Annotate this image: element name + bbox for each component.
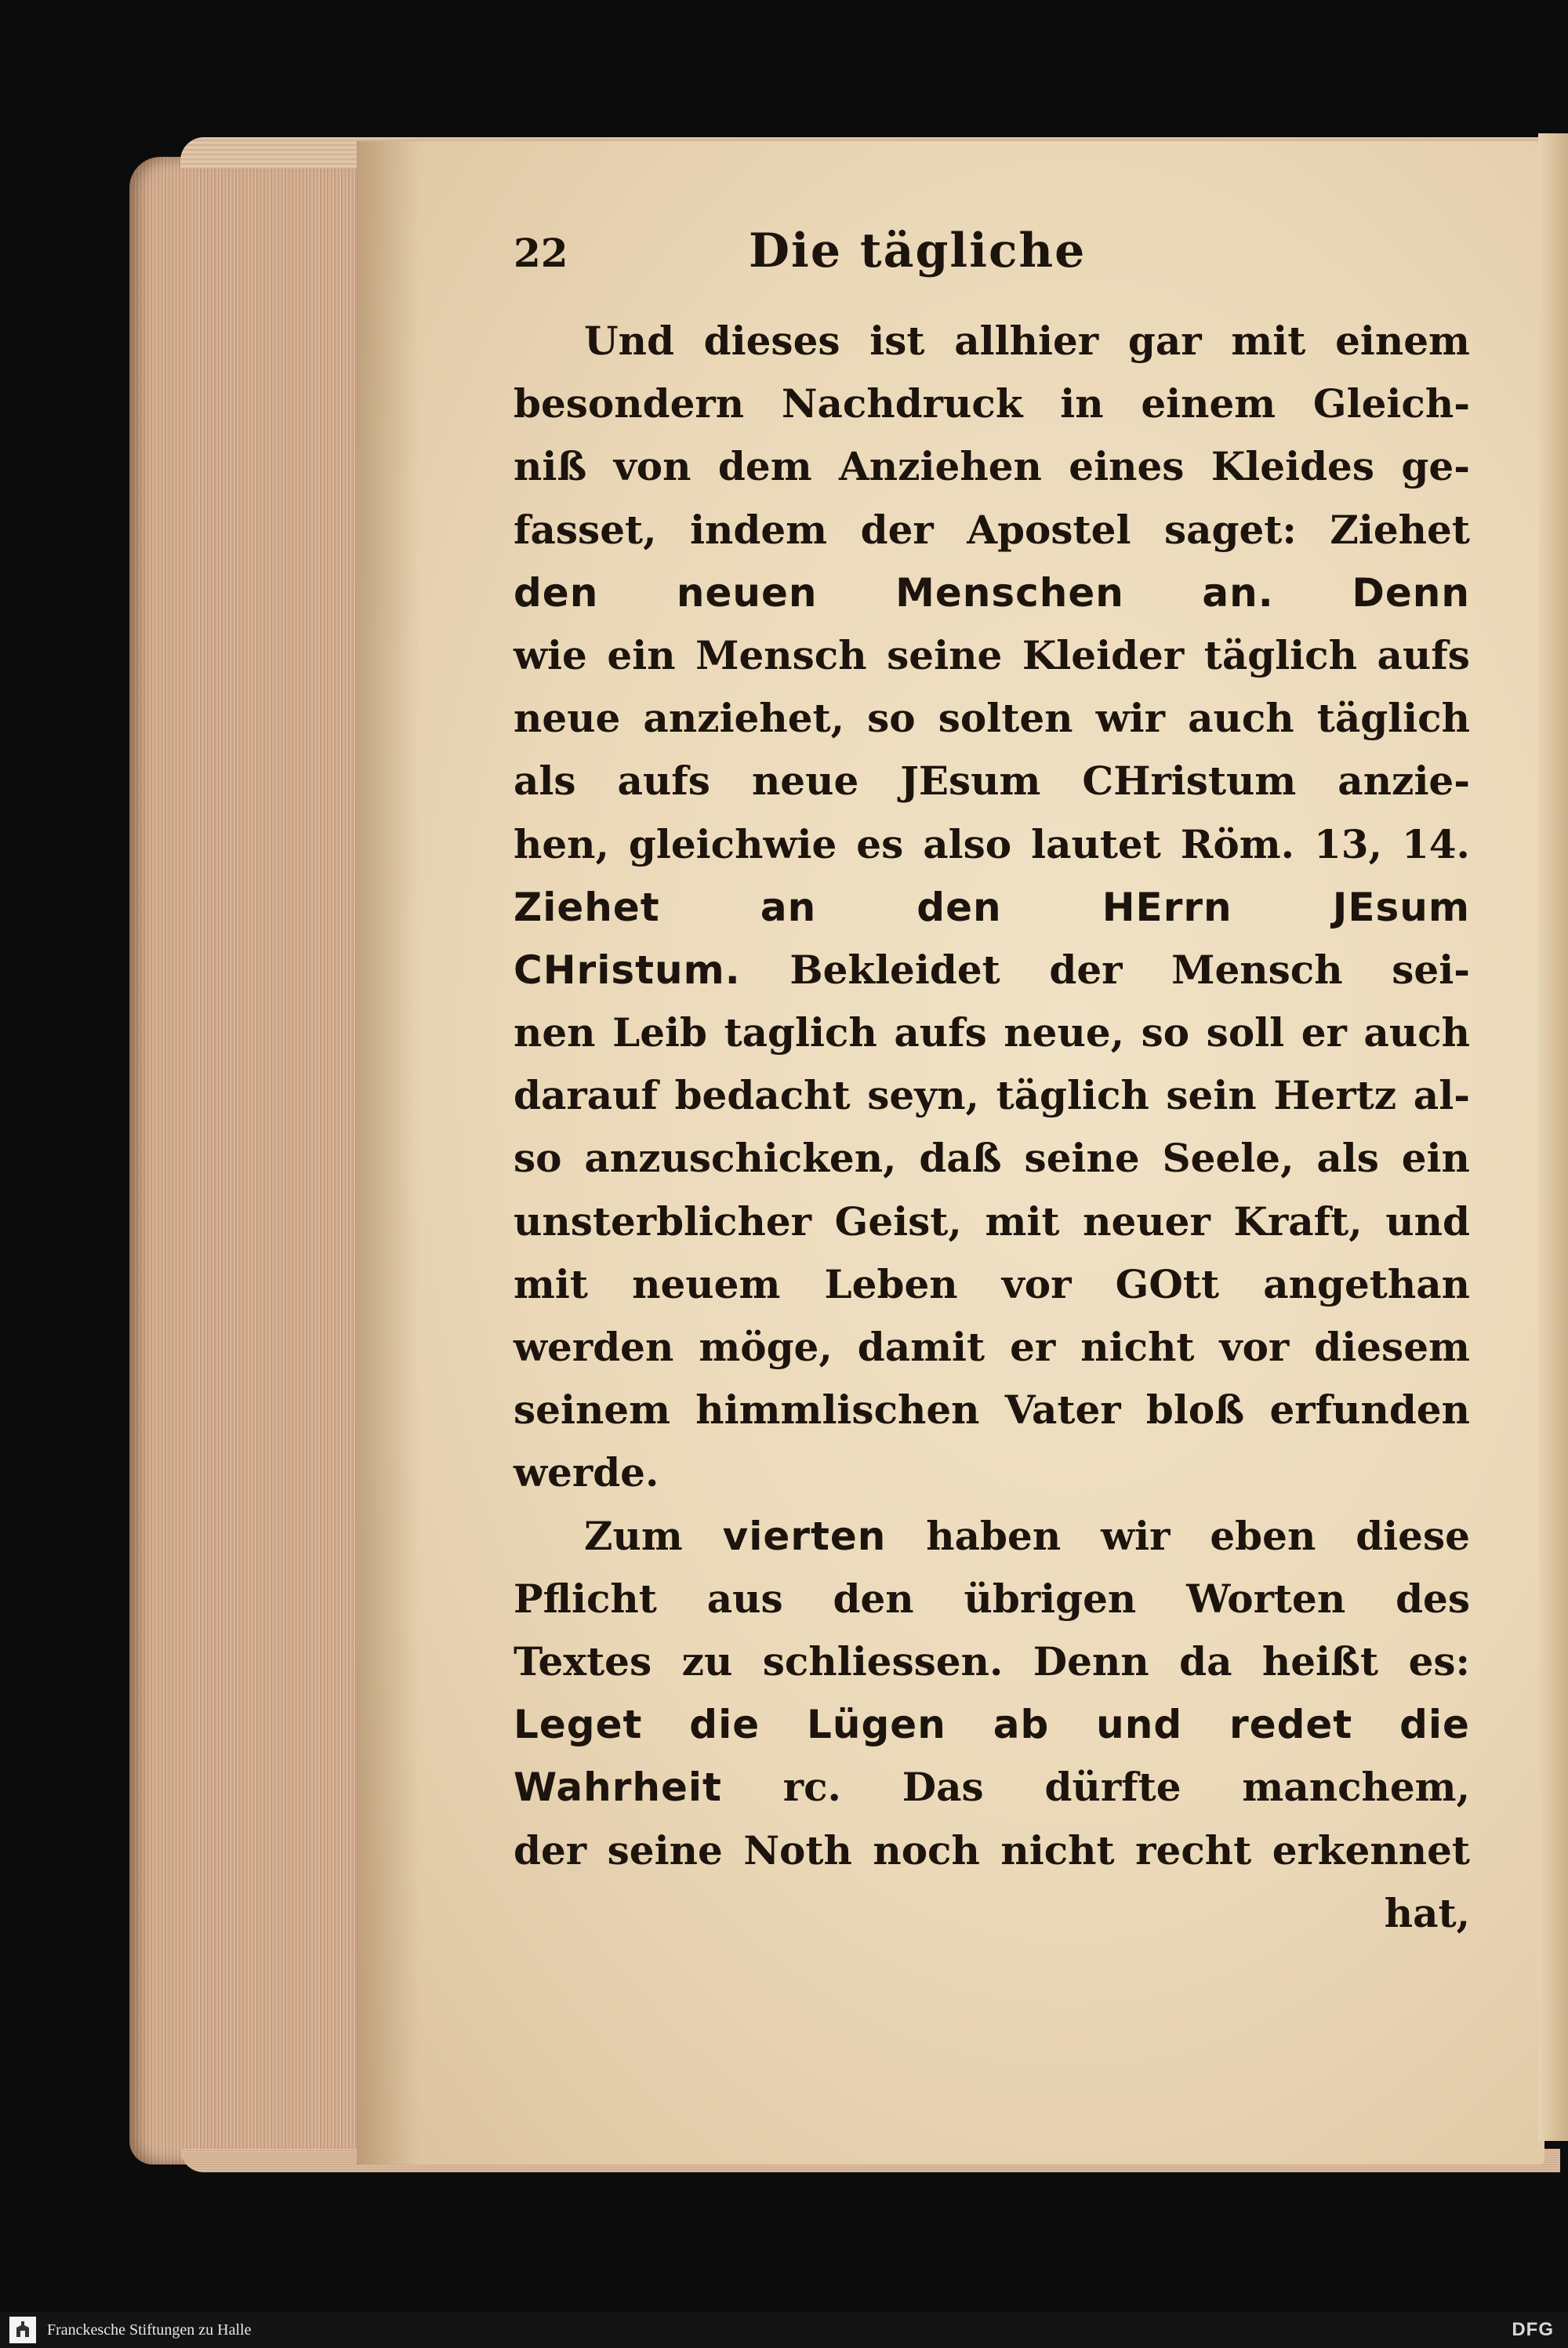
word: Ziehet [1330, 506, 1470, 553]
text-line [514, 750, 1470, 812]
text-line [514, 1379, 1470, 1441]
text-line [514, 310, 1470, 373]
word: himmlischen [695, 1387, 980, 1434]
word: Wahrheit [514, 1765, 722, 1811]
word: manchem, [1242, 1764, 1470, 1811]
word: Röm. [1180, 820, 1295, 867]
word: CHristum. [514, 947, 741, 993]
word: den [514, 569, 599, 616]
word: Seele, [1162, 1135, 1294, 1182]
word: Leget [514, 1702, 643, 1748]
facing-page-edge [1538, 133, 1568, 2141]
word: hen, [514, 820, 609, 867]
word: er [1010, 1324, 1056, 1370]
word: einem [1335, 318, 1470, 364]
word: dem [717, 443, 812, 490]
word: Pflicht [514, 1575, 657, 1622]
word: JEsum [1332, 884, 1470, 930]
page-number: 22 [514, 230, 568, 276]
institution-logo-icon [9, 2317, 36, 2343]
word: ab [993, 1702, 1050, 1748]
text-line [514, 1316, 1470, 1379]
book-fore-edge [129, 157, 365, 2164]
text-line [514, 562, 1470, 624]
word: aufs [1377, 631, 1470, 678]
word: neue, [1004, 1009, 1125, 1056]
word: auch [1188, 695, 1294, 742]
text-line [514, 1630, 1470, 1693]
word: der [1049, 946, 1123, 993]
word: gleichwie [628, 820, 837, 867]
word: täglich [1203, 631, 1357, 678]
word: ein [1401, 1135, 1470, 1182]
word: rc. [782, 1764, 841, 1811]
word: aufs [617, 758, 710, 805]
word: daß [919, 1135, 1002, 1182]
word: auch [1363, 1009, 1470, 1056]
word: Menschen [895, 569, 1124, 616]
word: ein [607, 631, 676, 678]
word: Noth [743, 1826, 852, 1874]
word: Mensch [1171, 946, 1343, 993]
word: saget: [1163, 506, 1297, 553]
word: werde. [514, 1449, 659, 1496]
word: anziehet, [643, 695, 845, 742]
word: seine [607, 1826, 723, 1874]
word: übrigen [964, 1575, 1137, 1622]
word: an [760, 884, 817, 930]
word: angethan [1263, 1260, 1470, 1307]
word: taglich [724, 1009, 877, 1056]
text-line [514, 813, 1470, 876]
word: Leben [824, 1260, 958, 1307]
text-line [514, 624, 1470, 687]
word: es: [1408, 1637, 1470, 1685]
word: erkennet [1272, 1826, 1470, 1874]
word: nicht [1080, 1324, 1195, 1370]
word: den [916, 884, 1002, 930]
institution-name: Franckesche Stiftungen zu Halle [47, 2321, 252, 2339]
word: anzuschicken, [584, 1135, 897, 1182]
word: Das [902, 1764, 984, 1811]
word: aufs [894, 1009, 987, 1056]
word: mit [985, 1198, 1060, 1245]
word: als [1316, 1135, 1379, 1182]
word: Und [584, 318, 674, 364]
word: so [1141, 1009, 1190, 1056]
word: lautet [1031, 820, 1161, 867]
word: Bekleidet [789, 946, 1000, 993]
text-line [514, 687, 1470, 750]
word: seinem [514, 1387, 671, 1434]
word: unsterblicher [514, 1198, 812, 1245]
word: wir [1095, 695, 1165, 742]
word: nicht [1000, 1826, 1115, 1874]
word: täglich [1316, 695, 1470, 742]
text-line [514, 1127, 1470, 1190]
word: HErrn [1102, 884, 1232, 930]
dfg-logo: DFG [1512, 2319, 1554, 2340]
word: diese [1356, 1512, 1470, 1559]
word: Apostel [967, 506, 1131, 553]
text-line [514, 1882, 1470, 1945]
text-line [514, 1064, 1470, 1127]
word: schliessen. [762, 1637, 1004, 1685]
word: redet [1229, 1702, 1353, 1748]
word: wir [1101, 1512, 1171, 1559]
word: solten [938, 695, 1073, 742]
text-line [514, 1190, 1470, 1253]
word: neue [751, 758, 859, 805]
word: Hertz [1273, 1072, 1397, 1119]
word: Nachdruck [781, 380, 1023, 427]
word: aus [706, 1575, 783, 1622]
word: sei- [1392, 946, 1470, 993]
word: seyn, [867, 1072, 979, 1119]
text-line [514, 1568, 1470, 1630]
text-line [514, 876, 1470, 939]
word: seine [887, 631, 1003, 678]
word: Worten [1186, 1575, 1346, 1622]
word: darauf [514, 1072, 658, 1119]
word: bloß [1145, 1387, 1245, 1434]
word: Geist, [834, 1198, 962, 1245]
word: allhier [954, 318, 1099, 364]
text-line [514, 499, 1470, 562]
word: des [1396, 1575, 1470, 1622]
page-text-block [514, 224, 1470, 1945]
text-line [514, 435, 1470, 498]
word: Kleider [1022, 631, 1185, 678]
word: wie [514, 631, 587, 678]
word: täglich [996, 1072, 1149, 1119]
word: Lügen [807, 1702, 946, 1748]
word: so [514, 1135, 562, 1182]
word: neuem [632, 1260, 781, 1307]
word: noch [873, 1826, 980, 1874]
viewer-footer [0, 2312, 1568, 2348]
word: besondern [514, 380, 745, 427]
word: Kraft, [1233, 1198, 1363, 1245]
word: recht [1135, 1826, 1252, 1874]
word: CHristum [1082, 758, 1297, 805]
word: und [1385, 1198, 1470, 1245]
word: Mensch [695, 631, 867, 678]
word: ge- [1401, 443, 1470, 490]
word: bedacht [674, 1072, 851, 1119]
word: vor [1219, 1324, 1290, 1370]
word: Vater [1004, 1387, 1121, 1434]
text-line [514, 939, 1470, 1001]
word: nen [514, 1009, 596, 1056]
page-header [514, 224, 1470, 310]
word: Kleides [1210, 443, 1375, 490]
text-line [514, 1819, 1470, 1882]
word: die [689, 1702, 760, 1748]
word: der [860, 506, 934, 553]
word: indem [690, 506, 828, 553]
text-line [514, 1756, 1470, 1819]
running-head: Die tägliche [749, 224, 1087, 278]
body-text [514, 310, 1470, 1945]
footer-institution [0, 2317, 251, 2343]
word: 14. [1401, 820, 1470, 867]
word: gar [1127, 318, 1202, 364]
word: Denn [1033, 1637, 1149, 1685]
word: in [1060, 380, 1104, 427]
word: damit [857, 1324, 985, 1370]
word: also [923, 820, 1012, 867]
text-line [514, 1693, 1470, 1756]
word: dieses [703, 318, 840, 364]
word: der [514, 1826, 587, 1874]
word: Anziehen [839, 443, 1042, 490]
word: ist [869, 318, 925, 364]
word: Leib [612, 1009, 708, 1056]
word: mit [1231, 318, 1306, 364]
word: eines [1069, 443, 1185, 490]
word: es [856, 820, 904, 867]
text-line [514, 1253, 1470, 1316]
word: von [613, 443, 691, 490]
word: 13, [1313, 820, 1382, 867]
word: haben [926, 1512, 1062, 1559]
word: an. [1202, 569, 1274, 616]
word: neue [514, 695, 621, 742]
word: fasset, [514, 506, 657, 553]
word: den [833, 1575, 914, 1622]
word: mit [514, 1260, 588, 1307]
word: dürfte [1044, 1764, 1181, 1811]
text-line [514, 1001, 1470, 1064]
word: und [1096, 1702, 1183, 1748]
word: vor [1001, 1260, 1072, 1307]
word: heißt [1261, 1637, 1379, 1685]
word: vierten [722, 1513, 887, 1559]
word: seine [1024, 1135, 1140, 1182]
word: JEsum [900, 758, 1041, 805]
word: neuen [676, 569, 818, 616]
word: sein [1166, 1072, 1257, 1119]
word: diesem [1314, 1324, 1470, 1370]
word: eben [1210, 1512, 1316, 1559]
text-line [514, 373, 1470, 435]
word: hat, [1384, 1889, 1470, 1936]
word: werden [514, 1324, 674, 1370]
word: niß [514, 443, 587, 490]
word: als [514, 758, 576, 805]
word: Textes [514, 1637, 652, 1685]
word: neuer [1083, 1198, 1210, 1245]
text-line [514, 1505, 1470, 1568]
word: GOtt [1115, 1260, 1220, 1307]
word: erfunden [1269, 1387, 1470, 1434]
word: er [1301, 1009, 1347, 1056]
word: Denn [1352, 569, 1470, 616]
word: zu [681, 1637, 733, 1685]
word: al- [1413, 1072, 1470, 1119]
word: möge, [699, 1324, 833, 1370]
page-gutter-shadow [357, 141, 419, 2164]
word: die [1399, 1702, 1470, 1748]
word: einem [1141, 380, 1276, 427]
word: soll [1206, 1009, 1285, 1056]
word: Ziehet [514, 884, 660, 930]
word: da [1179, 1637, 1232, 1685]
word: Gleich- [1312, 380, 1470, 427]
word: Zum [584, 1512, 683, 1559]
word: anzie- [1338, 758, 1470, 805]
text-line [514, 1441, 1470, 1504]
word: so [867, 695, 916, 742]
